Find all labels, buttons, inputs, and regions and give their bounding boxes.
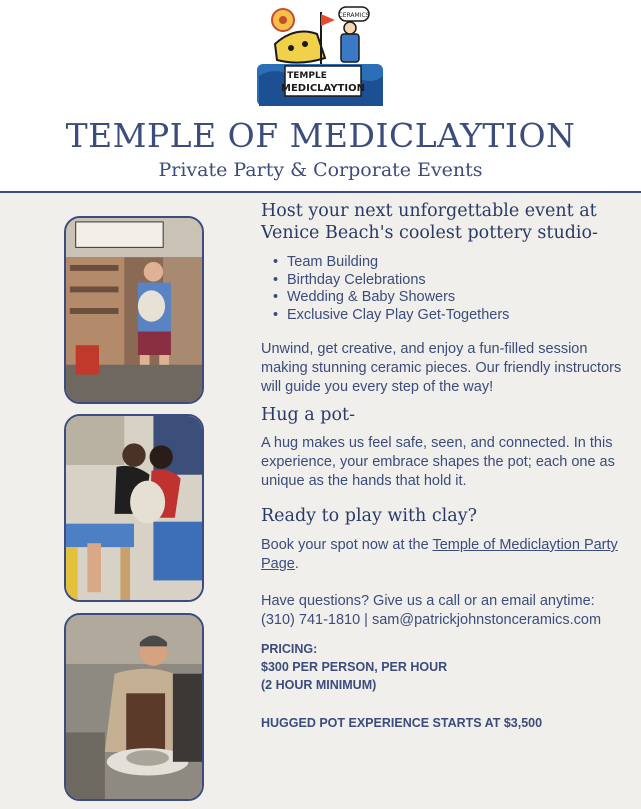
svg-text:TEMPLE: TEMPLE: [287, 71, 327, 81]
list-item: • Exclusive Clay Play Get-Togethers: [273, 307, 631, 325]
temple-logo: [255, 4, 385, 108]
page-subtitle: Private Party & Corporate Events: [158, 159, 483, 181]
list-item: • Wedding & Baby Showers: [273, 289, 631, 307]
main-content: [261, 200, 631, 732]
ready-heading: Ready to play with clay?: [261, 506, 477, 526]
hug-heading: Hug a pot-: [261, 405, 355, 425]
photo-studio-owner: [64, 216, 204, 404]
event-types-list: [273, 254, 631, 324]
hug-paragraph: A hug makes us feel safe, seen, and connected. In this experience, your embrace shapes the pot; each one as unique as the hands that hold it.: [261, 435, 615, 489]
pricing-rate: $300 PER PERSON, PER HOUR: [261, 660, 448, 674]
photo-hug-a-pot: [64, 414, 204, 602]
page-title: TEMPLE OF MEDICLAYTION: [65, 116, 576, 155]
booking-prefix: Book your spot now at the: [261, 537, 433, 553]
svg-text:MEDICLAYTION: MEDICLAYTION: [281, 83, 365, 94]
svg-text:CERAMICS: CERAMICS: [338, 12, 370, 19]
contact-text: Have questions? Give us a call or an email anytime: (310) 741-1810 | sam@patrickjohnstonceramics.com: [261, 593, 602, 628]
list-item: • Team Building: [273, 254, 631, 272]
booking-text: [261, 536, 631, 574]
booking-suffix: .: [294, 556, 299, 572]
header: [0, 0, 641, 193]
hugged-pot-price: HUGGED POT EXPERIENCE STARTS AT $3,500: [261, 716, 543, 730]
intro-heading: Host your next unforgettable event at Venice Beach's coolest pottery studio-: [261, 201, 598, 243]
list-item: • Birthday Celebrations: [273, 272, 631, 290]
photo-throwing-wheel: [64, 613, 204, 801]
pricing-label: PRICING:: [261, 642, 318, 656]
party-page-link[interactable]: Temple of Mediclaytion Party Page: [261, 537, 618, 572]
pricing-block: [261, 640, 631, 732]
intro-paragraph: Unwind, get creative, and enjoy a fun-filled session making stunning ceramic pieces. Our friendly instructors will guide you every step of the way!: [261, 341, 622, 395]
pricing-minimum: (2 HOUR MINIMUM): [261, 678, 377, 692]
